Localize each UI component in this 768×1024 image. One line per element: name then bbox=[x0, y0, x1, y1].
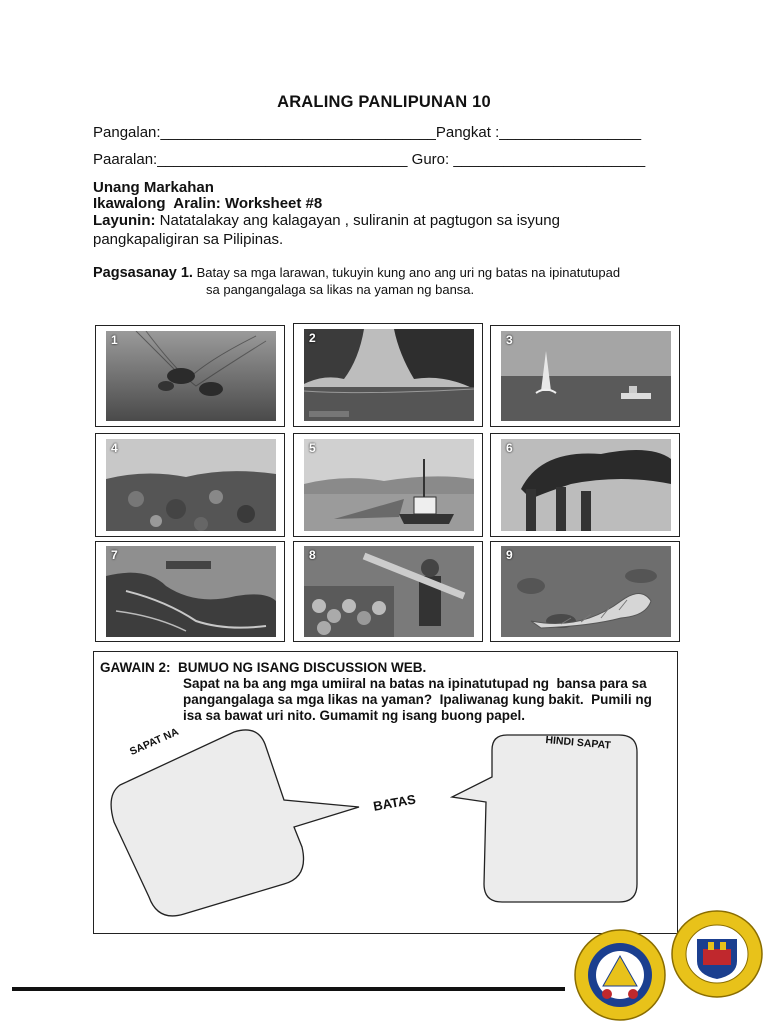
layunin-label: Layunin: bbox=[93, 212, 156, 229]
speech-bubble-right bbox=[452, 735, 637, 902]
gawain-label: GAWAIN 2: bbox=[100, 660, 171, 675]
photo-number: 2 bbox=[309, 331, 316, 345]
sapat-na-label: SAPAT NA bbox=[128, 725, 181, 758]
photo-garbage-dump bbox=[106, 439, 276, 531]
photo-number: 6 bbox=[506, 441, 513, 455]
photo-number: 4 bbox=[111, 441, 118, 455]
photo-oil-spill bbox=[106, 546, 276, 637]
photo-underwater-net bbox=[106, 331, 276, 421]
layunin-text-2: pangkapaligiran sa Pilipinas. bbox=[93, 231, 284, 248]
photo-number: 5 bbox=[309, 441, 316, 455]
gawain-line-2: pangangalaga sa mga likas na yaman? Ipaliwanag kung bakit. Pumili ng bbox=[183, 692, 652, 707]
photo-fishing-trawler bbox=[304, 439, 474, 531]
photo-river-forest bbox=[304, 329, 474, 421]
hindi-sapat-label: HINDI SAPAT bbox=[544, 734, 612, 752]
photo-frame-8 bbox=[293, 541, 483, 642]
markahan-label: Unang Markahan bbox=[93, 179, 214, 196]
gawain-2-box bbox=[93, 651, 678, 934]
photo-illegal-logging bbox=[304, 546, 474, 637]
photo-number: 9 bbox=[506, 548, 513, 562]
photo-number: 1 bbox=[111, 333, 118, 347]
photo-frame-6 bbox=[490, 433, 680, 537]
photo-frame-7 bbox=[95, 541, 285, 642]
photo-frame-3 bbox=[490, 325, 680, 427]
gawain-title: BUMUO NG ISANG DISCUSSION WEB. bbox=[170, 660, 427, 675]
pagsasanay-label: Pagsasanay 1. bbox=[93, 265, 193, 281]
photo-frame-5 bbox=[293, 433, 483, 537]
pangalan-pangkat-line: Pangalan:_________________________________Pangkat :_________________ bbox=[93, 124, 642, 141]
photo-frame-2 bbox=[293, 323, 483, 427]
photo-dynamite-fishing bbox=[501, 331, 671, 421]
batas-label: BATAS bbox=[372, 791, 417, 814]
photo-number: 8 bbox=[309, 548, 316, 562]
footer-divider bbox=[12, 987, 565, 991]
aralin-label: Ikawalong Aralin: Worksheet #8 bbox=[93, 195, 323, 212]
page-title: ARALING PANLIPUNAN 10 bbox=[277, 93, 491, 111]
gawain-line-1: Sapat na ba ang mga umiiral na batas na ipinatutupad ng bansa para sa bbox=[183, 676, 647, 691]
layunin-line bbox=[93, 212, 560, 229]
layunin-text: Natatalakay ang kalagayan , suliranin at pagtugon sa isyung bbox=[155, 212, 560, 229]
gawain-line-3: isa sa bawat uri nito. Gumamit ng isang buong papel. bbox=[183, 708, 526, 723]
photo-frame-4 bbox=[95, 433, 285, 537]
speech-bubble-left bbox=[111, 730, 359, 916]
photo-frame-9 bbox=[490, 541, 680, 642]
paaralan-guro-line: Paaralan:______________________________ Guro: _______________________ bbox=[93, 151, 646, 168]
pasig-city-seal bbox=[670, 909, 764, 999]
pagsasanay-text-2: sa pangangalaga sa likas na yaman ng bansa. bbox=[206, 282, 475, 297]
photo-frame-1 bbox=[95, 325, 285, 427]
photo-number: 7 bbox=[111, 548, 118, 562]
pagsasanay-text: Batay sa mga larawan, tukuyin kung ano ang uri ng batas na ipinatutupad bbox=[192, 265, 621, 280]
discussion-web-diagram bbox=[94, 652, 677, 933]
photo-number: 3 bbox=[506, 333, 513, 347]
photo-pangolin bbox=[501, 546, 671, 637]
pagsasanay-line bbox=[93, 264, 620, 281]
division-of-pasig-city-seal bbox=[573, 928, 667, 1022]
photo-smokestacks bbox=[501, 439, 671, 531]
